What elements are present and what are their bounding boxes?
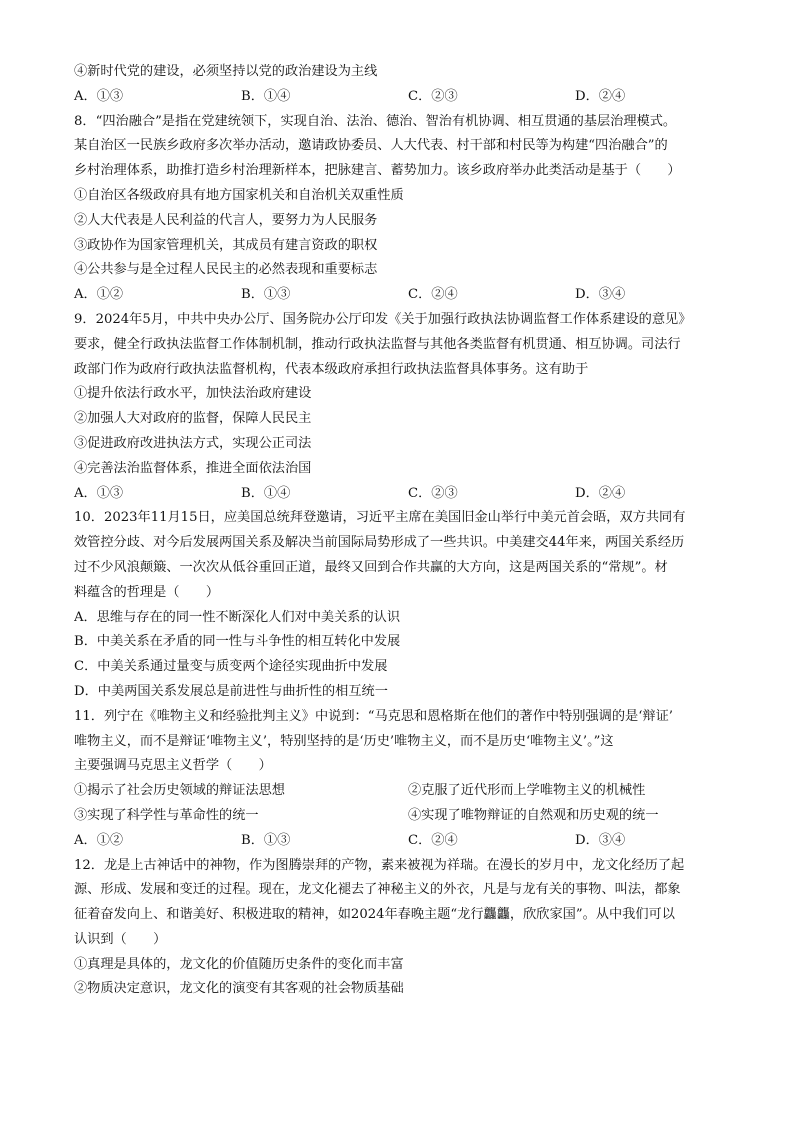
question-stem-line: 认识到（ ） bbox=[74, 931, 167, 947]
statement-4: ④完善法治监督体系，推进全面依法治国 bbox=[74, 460, 312, 476]
option-c[interactable]: C．②④ bbox=[408, 287, 458, 303]
choice-b[interactable]: B．中美关系在矛盾的同一性与斗争性的相互转化中发展 bbox=[74, 634, 401, 650]
answer-options bbox=[74, 283, 754, 308]
question-12 bbox=[74, 854, 754, 1003]
statement-3: ③实现了科学性与革命性的统一 bbox=[74, 807, 259, 823]
statement-2: ②物质决定意识，龙文化的演变有其客观的社会物质基础 bbox=[74, 981, 404, 997]
option-b[interactable]: B．①③ bbox=[241, 287, 291, 303]
option-a[interactable]: A．①② bbox=[74, 832, 124, 848]
question-stem-line: 10．2023年11月15日，应美国总统拜登邀请，习近平主席在美国旧金山举行中美元首会晤，双方共同有 bbox=[74, 510, 686, 526]
question-stem-line: 8．“四治融合”是指在党建统领下，实现自治、法治、德治、智治有机协调、相互贯通的基层治理模式。 bbox=[74, 113, 677, 129]
statement-1: ①提升依法行政水平，加快法治政府建设 bbox=[74, 386, 312, 402]
choice-d[interactable]: D．中美两国关系发展总是前进性与曲折性的相互统一 bbox=[74, 683, 388, 699]
option-d[interactable]: D．②④ bbox=[575, 485, 626, 501]
statement-1: ①揭示了社会历史领域的辩证法思想 bbox=[74, 783, 285, 799]
option-b[interactable]: B．①④ bbox=[241, 485, 291, 501]
question-stem-line: 要求，健全行政执法监督工作体制机制，推动行政执法监督与其他各类监督有机贯通、相互协调。司法行 bbox=[74, 336, 681, 352]
answer-options bbox=[74, 482, 754, 507]
statement-2: ②加强人大对政府的监督，保障人民民主 bbox=[74, 411, 312, 427]
previous-question-tail bbox=[74, 60, 754, 110]
statement-3: ③政协作为国家管理机关，其成员有建言资政的职权 bbox=[74, 237, 378, 253]
statement-4: ④新时代党的建设，必须坚持以党的政治建设为主线 bbox=[74, 64, 378, 79]
option-d[interactable]: D．③④ bbox=[575, 287, 626, 303]
choice-c[interactable]: C．中美关系通过量变与质变两个途径实现曲折中发展 bbox=[74, 659, 388, 675]
question-9 bbox=[74, 308, 754, 506]
question-stem-line: 过不少风浪颠簸、一次次从低谷重回正道，最终又回到合作共赢的大方向，这是两国关系的“常规”。材 bbox=[74, 559, 668, 575]
question-stem-line: 征着奋发向上、和谐美好、积极进取的精神，如2024年春晚主题“龙行龘龘，欣欣家国”。从中我们可以 bbox=[74, 907, 675, 923]
statement-4: ④实现了唯物辩证的自然观和历史观的统一 bbox=[408, 807, 659, 823]
option-d[interactable]: D．③④ bbox=[575, 832, 626, 848]
answer-options bbox=[74, 85, 754, 110]
statement-4: ④公共参与是全过程人民民主的必然表现和重要标志 bbox=[74, 262, 378, 278]
answer-options bbox=[74, 829, 754, 854]
question-stem-line: 乡村治理体系，助推打造乡村治理新样本，把脉建言、蓄势加力。该乡政府举办此类活动是基于（ ） bbox=[74, 163, 681, 179]
option-a[interactable]: A．①② bbox=[74, 287, 124, 303]
option-b[interactable]: B．①④ bbox=[241, 88, 291, 104]
question-8 bbox=[74, 110, 754, 308]
statement-1: ①自治区各级政府具有地方国家机关和自治机关双重性质 bbox=[74, 187, 404, 203]
question-11 bbox=[74, 705, 754, 854]
question-stem-line: 某自治区一民族乡政府多次举办活动，邀请政协委员、人大代表、村干部和村民等为构建“四治融合”的 bbox=[74, 138, 668, 154]
question-stem-line: 政部门作为政府行政执法监督机构，代表本级政府承担行政执法监督具体事务。这有助于 bbox=[74, 361, 589, 377]
exam-page bbox=[74, 60, 754, 1002]
question-stem-line: 源、形成、发展和变迁的过程。现在，龙文化褪去了神秘主义的外衣，凡是与龙有关的事物、叫法，都象 bbox=[74, 882, 681, 898]
option-c[interactable]: C．②③ bbox=[408, 485, 458, 501]
statement-row bbox=[74, 779, 754, 804]
option-a[interactable]: A．①③ bbox=[74, 88, 124, 104]
statement-1: ①真理是具体的，龙文化的价值随历史条件的变化而丰富 bbox=[74, 956, 404, 972]
question-stem-line: 效管控分歧、对今后发展两国关系及解决当前国际局势形成了一些共识。中美建交44年来，两国关系经历 bbox=[74, 535, 685, 551]
statement-2: ②克服了近代形而上学唯物主义的机械性 bbox=[408, 783, 646, 799]
choice-a[interactable]: A．思维与存在的同一性不断深化人们对中美关系的认识 bbox=[74, 609, 401, 625]
statement-row bbox=[74, 804, 754, 829]
question-stem-line: 11．列宁在《唯物主义和经验批判主义》中说到：“马克思和恩格斯在他们的著作中特别强调的是‘辩证’ bbox=[74, 708, 673, 724]
question-stem-line: 9．2024年5月，中共中央办公厅、国务院办公厅印发《关于加强行政执法协调监督工作体系建设的意见》 bbox=[74, 311, 692, 327]
question-stem-line: 主要强调马克思主义哲学（ ） bbox=[74, 758, 272, 774]
question-stem-line: 12．龙是上古神话中的神物，作为图腾崇拜的产物，素来被视为祥瑞。在漫长的岁月中，龙文化经历了起 bbox=[74, 857, 685, 873]
question-10 bbox=[74, 506, 754, 704]
question-stem-line: 唯物主义，而不是辩证‘唯物主义’，特别坚持的是‘历史’唯物主义，而不是历史‘唯物主义’。”这 bbox=[74, 733, 614, 749]
statement-2: ②人大代表是人民利益的代言人，要努力为人民服务 bbox=[74, 212, 378, 228]
option-c[interactable]: C．②③ bbox=[408, 88, 458, 104]
option-a[interactable]: A．①③ bbox=[74, 485, 124, 501]
statement-3: ③促进政府改进执法方式，实现公正司法 bbox=[74, 435, 312, 451]
option-d[interactable]: D．②④ bbox=[575, 88, 626, 104]
question-stem-line: 料蕴含的哲理是（ ） bbox=[74, 584, 220, 600]
option-b[interactable]: B．①③ bbox=[241, 832, 291, 848]
option-c[interactable]: C．②④ bbox=[408, 832, 458, 848]
